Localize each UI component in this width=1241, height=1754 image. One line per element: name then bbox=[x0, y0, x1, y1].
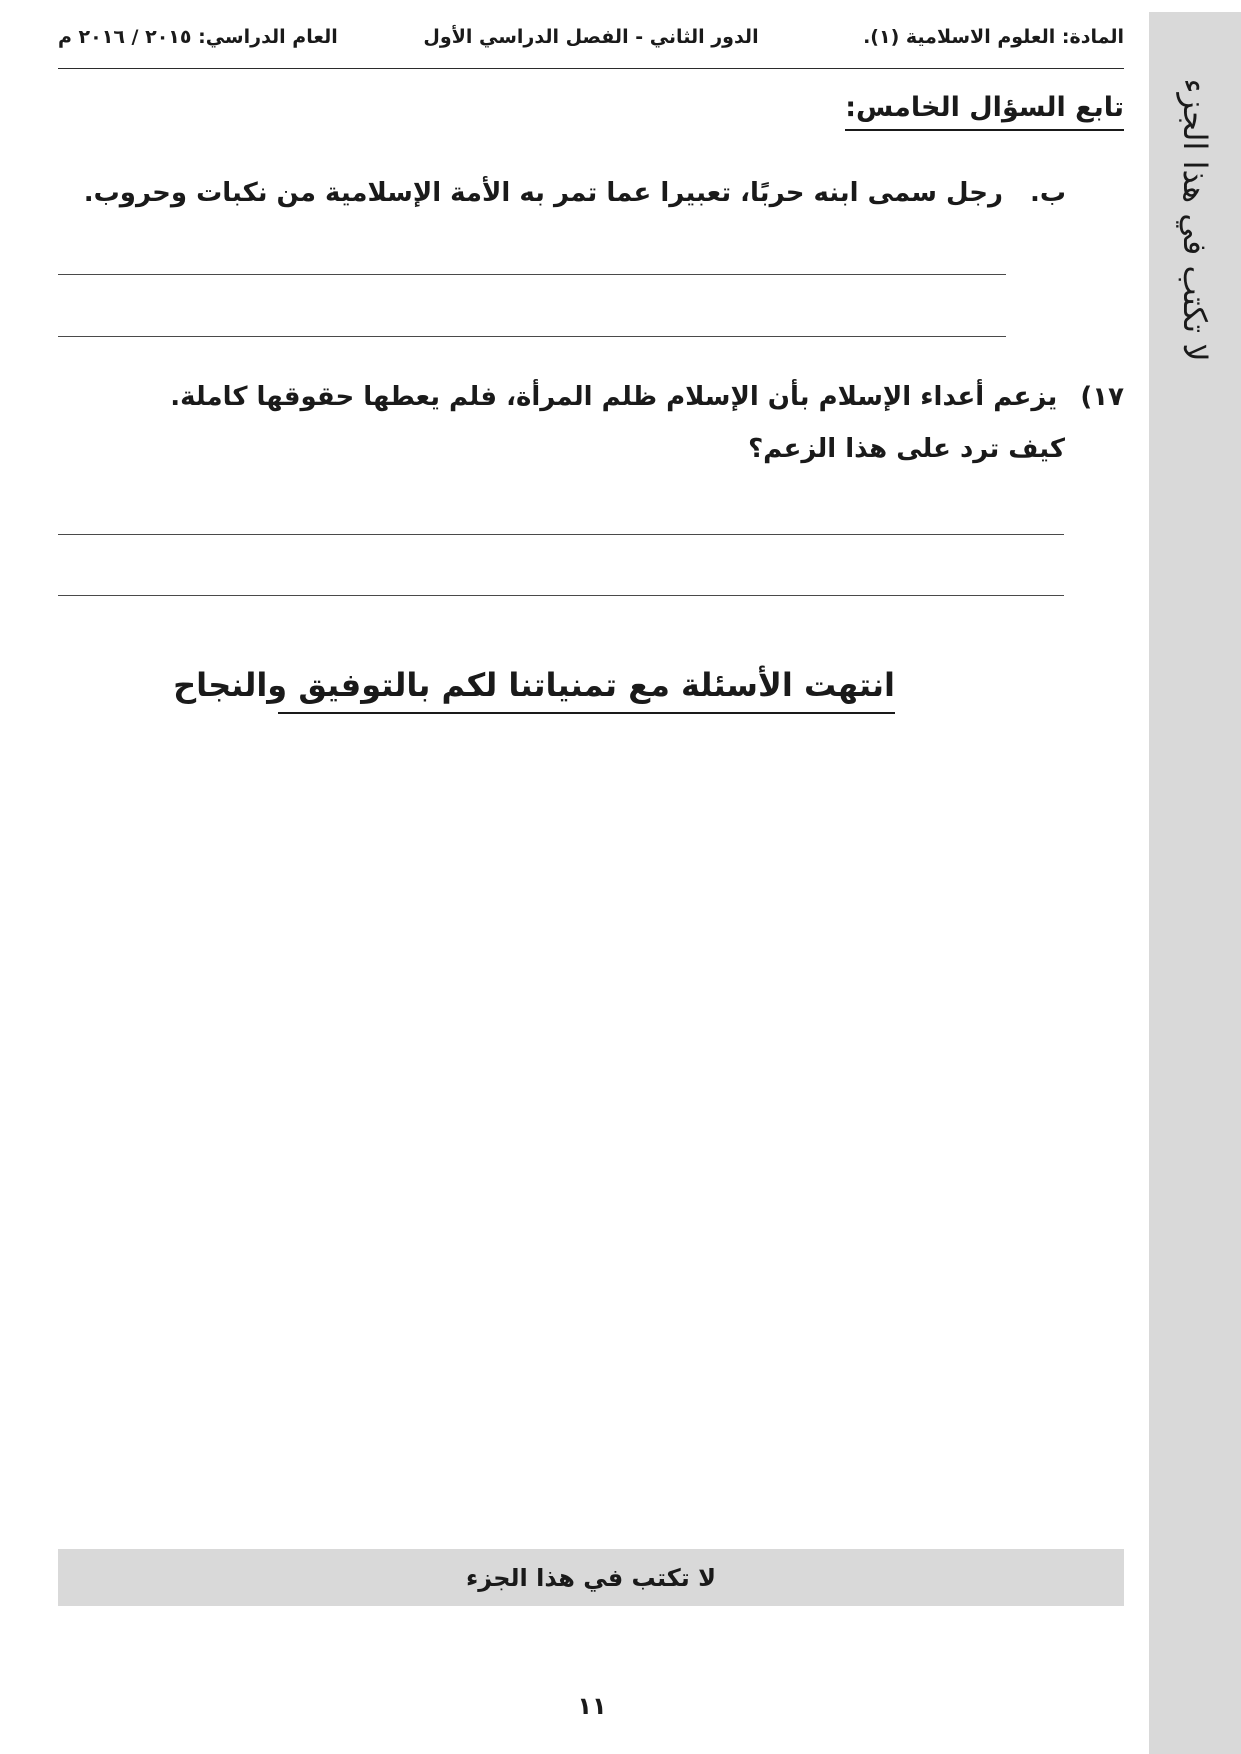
header-year: العام الدراسي: ٢٠١٥ / ٢٠١٦ م bbox=[58, 26, 338, 48]
answer-line-17-2[interactable] bbox=[58, 595, 1064, 596]
question-b-text: رجل سمى ابنه حربًا، تعبيرا عما تمر به الأمة الإسلامية من نكبات وحروب. bbox=[83, 178, 1003, 208]
do-not-write-box bbox=[58, 1549, 1124, 1606]
page-header bbox=[58, 26, 1124, 60]
answer-line-17-1[interactable] bbox=[58, 534, 1064, 535]
page-number: ١١ bbox=[577, 1692, 607, 1720]
do-not-write-label: لا تكتب في هذا الجزء bbox=[466, 1563, 716, 1592]
side-strip-label: لا تكتب في هذا الجزء bbox=[1176, 78, 1214, 362]
question-17-number: ١٧) bbox=[1080, 382, 1124, 412]
answer-line-b-1[interactable] bbox=[58, 274, 1006, 275]
section-title: تابع السؤال الخامس: bbox=[845, 92, 1124, 131]
header-session: الدور الثاني - الفصل الدراسي الأول bbox=[423, 26, 759, 48]
answer-line-b-2[interactable] bbox=[58, 336, 1006, 337]
header-subject: المادة: العلوم الاسلامية (١). bbox=[863, 26, 1124, 48]
question-17-text: يزعم أعداء الإسلام بأن الإسلام ظلم المرأة، فلم يعطها حقوقها كاملة. bbox=[170, 382, 1058, 412]
question-17 bbox=[170, 382, 1124, 412]
closing-message: انتهت الأسئلة مع تمنياتنا لكم بالتوفيق والنجاح bbox=[278, 666, 895, 714]
question-17-subtext: كيف ترد على هذا الزعم؟ bbox=[748, 434, 1065, 464]
header-rule bbox=[58, 68, 1124, 69]
question-b-marker: ب. bbox=[1029, 178, 1066, 208]
question-b bbox=[84, 178, 1066, 208]
